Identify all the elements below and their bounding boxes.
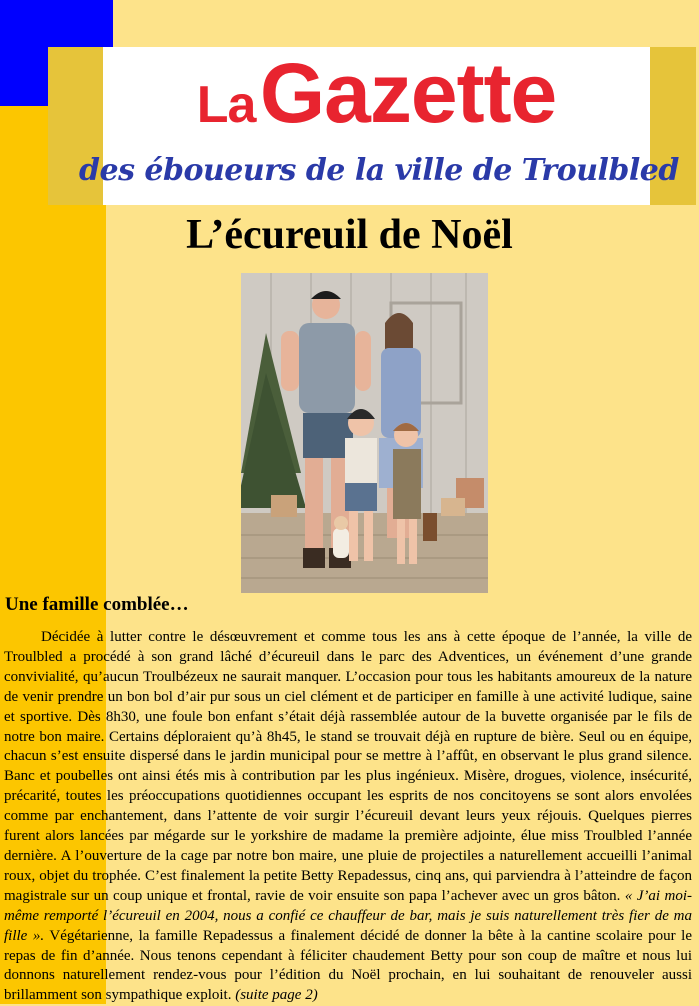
continued-note: (suite page 2) [235,987,318,1004]
article-body-part2: Végétarienne, la famille Repadessus a finalement décidé de donner la bête à la cantine scolaire pour le repas de fin d’année. Nous tenons cependant à féliciter chaudement Betty pour son coup de maître et nous lui donnons naturellement rendez-vous pour l’édition du Noël prochain, en lui souhaitant de renouveler aussi brillamment son sympathique exploit. [4,927,692,1004]
top-band [113,0,699,47]
article-headline: L’écureuil de Noël [186,212,513,258]
family-photo-icon [241,273,488,593]
masthead-title-la: La [196,76,256,134]
masthead-subtitle: des éboueurs de la ville de Troulbled [79,153,679,188]
article-body-part1: Décidée à lutter contre le désœuvrement et comme tous les ans à cette époque de l’année, la ville de Troulbled a procédé à son grand lâché d’écureuil dans le parc des Adventices, un événement d’une grande convivialité, qu’aucun Troulbézeux ne saurait manquer. L’occasion pour tous les habitants amoureux de la nature de venir prendre un bon bol d’air pur sous un ciel clément et de participer en famille à une activité ludique, saine et sportive. Dès 8h30, une foule bon enfant s’était déjà rassemblée autour de la buvette organisée par le fils de notre bon maire. Certains déploraient qu’à 8h45, le stand se trouvait déjà en rupture de bière. Seul ou en équipe, chacun s’est ensuite dispersé dans le jardin municipal pour se mettre à l’affût, en observant le plus grand silence. Banc et poubelles ont ainsi étés mis à contribution par les plus ingénieux. Misère, drogues, violence, insécurité, précarité, toutes les préoccupations quotidiennes occupant les esprits de nos concitoyens se sont alors envolées comme par enchantement, dans l’attente de voir surgir l’écureuil devant leurs yeux réjouis. Quelques pierres furent alors lancées par mégarde sur le yorkshire de madame la première adjointe, élue miss Troulbled l’année dernière. A l’ouverture de la cage par notre bon maire, une pluie de projectiles a naturellement accueilli l’animal roux, objet du trophée. C’est finalement la petite Betty Repadessus, cinq ans, qui parviendra à l’atteindre de façon magistrale sur un coup unique et frontal, ravie de voir ensuite son papa l’achever avec un gros bâton. [4,629,692,904]
article-quote: « J’ai moi-même remporté l’écureuil en 2004, nous a confié ce chauffeur de bar, mais je suis naturellement très fier de ma fille ». [4,887,692,944]
masthead [79,46,679,205]
section-title: Une famille comblée… [5,594,189,615]
article-body [4,628,692,1006]
masthead-title-gazette: Gazette [259,46,557,140]
masthead-title [103,46,650,140]
